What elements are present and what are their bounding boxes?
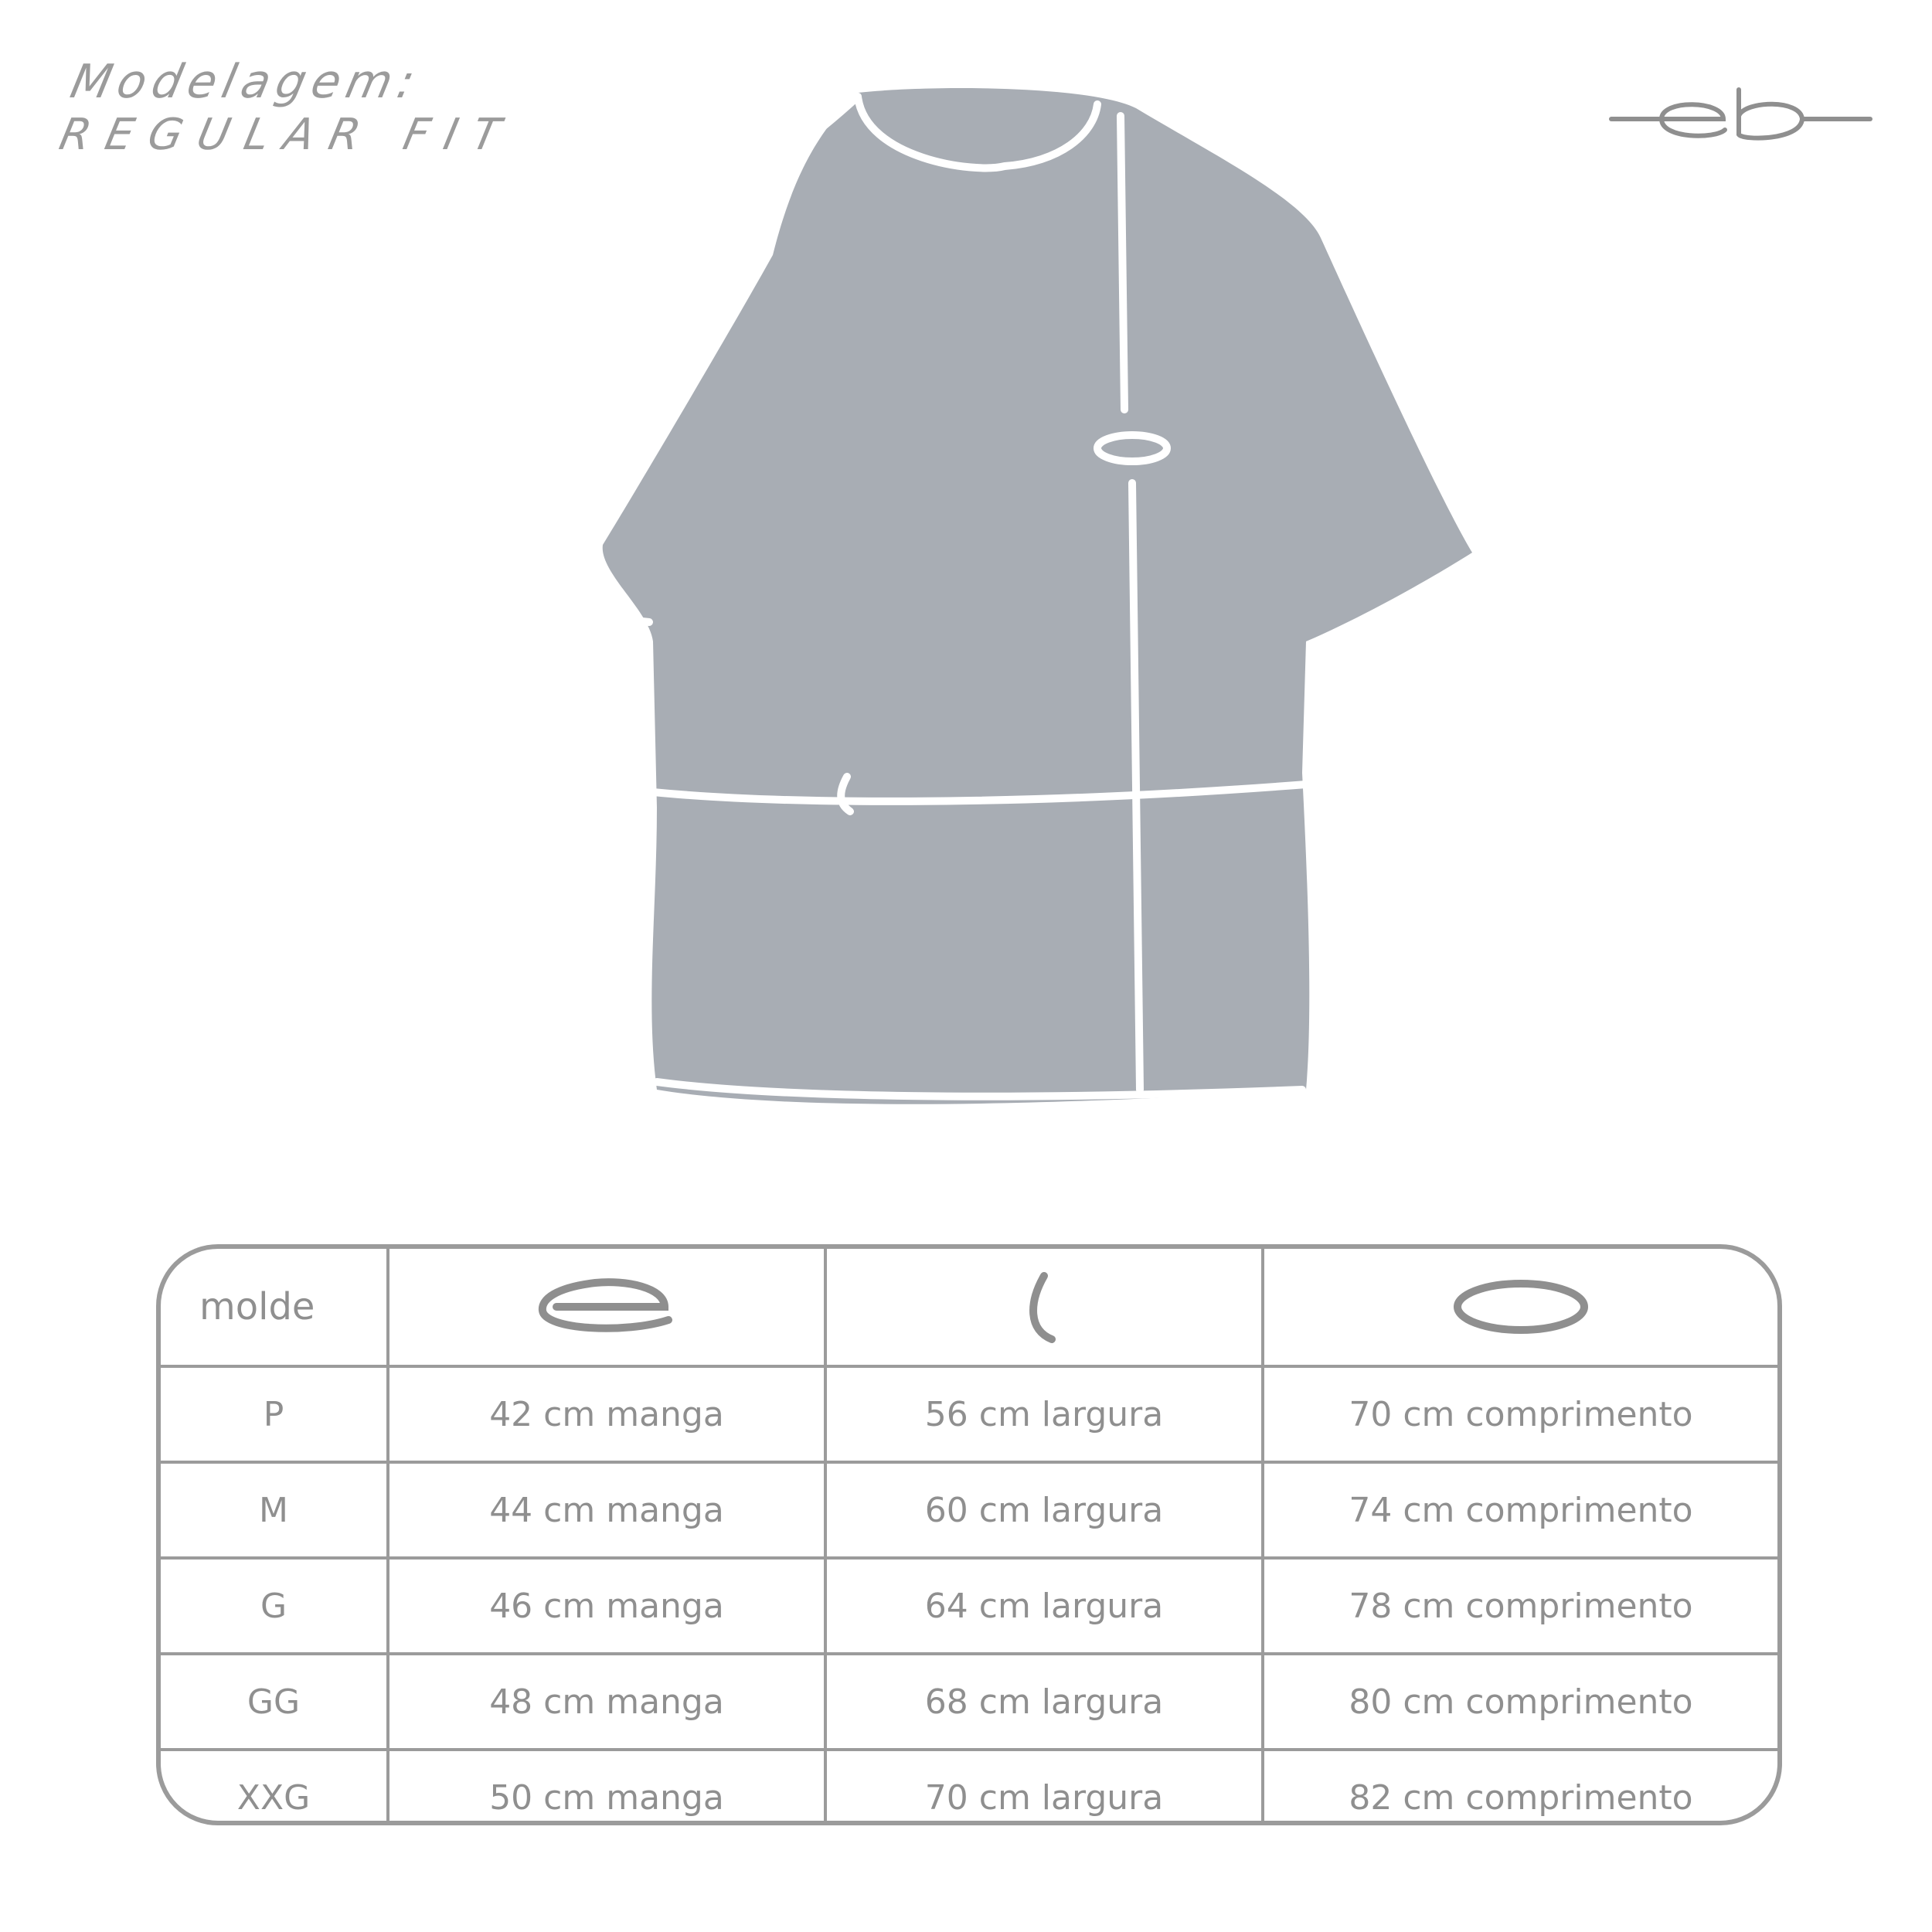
width-measure: 64 cm largura	[825, 1558, 1263, 1654]
length-measure: 78 cm comprimento	[1263, 1558, 1777, 1654]
raglan-right-seam	[1121, 116, 1124, 410]
sleeve-measure: 50 cm manga	[388, 1750, 825, 1825]
sleeve-measure: 46 cm manga	[388, 1558, 825, 1654]
size-table	[161, 1249, 1777, 1825]
size-label: P	[161, 1366, 388, 1462]
width-measure: 68 cm largura	[825, 1654, 1263, 1750]
width-measure: 70 cm largura	[825, 1750, 1263, 1825]
table-row	[161, 1654, 1777, 1750]
o-icon	[1263, 1249, 1777, 1366]
sleeve-measure: 48 cm manga	[388, 1654, 825, 1750]
sleeve-measure: 42 cm manga	[388, 1366, 825, 1462]
heading-line-modelagem: Modelagem:	[66, 55, 426, 109]
width-measure: 60 cm largura	[825, 1462, 1263, 1558]
size-label: XXG	[161, 1750, 388, 1825]
e-icon	[388, 1249, 825, 1366]
tshirt-body	[603, 88, 1472, 1104]
table-row	[161, 1366, 1777, 1462]
length-measure: 80 cm comprimento	[1263, 1654, 1777, 1750]
tshirt-illustration	[464, 77, 1492, 1128]
sleeve-measure: 44 cm manga	[388, 1462, 825, 1558]
size-chart	[156, 1244, 1782, 1825]
size-label: GG	[161, 1654, 388, 1750]
size-label: M	[161, 1462, 388, 1558]
header-molde: molde	[161, 1249, 388, 1366]
brand-logo	[1607, 85, 1874, 147]
sleeve-left-edge	[545, 483, 595, 591]
brand-logo-text: eb	[1607, 85, 1609, 86]
length-measure: 82 cm comprimento	[1263, 1750, 1777, 1825]
heading-line-fit: REGULAR FIT	[55, 110, 520, 160]
table-header-row	[161, 1249, 1777, 1366]
table-row	[161, 1750, 1777, 1825]
length-measure: 74 cm comprimento	[1263, 1462, 1777, 1558]
fit-heading	[55, 56, 532, 162]
l-icon	[825, 1249, 1263, 1366]
length-measure: 70 cm comprimento	[1263, 1366, 1777, 1462]
size-label: G	[161, 1558, 388, 1654]
table-row	[161, 1558, 1777, 1654]
table-row	[161, 1462, 1777, 1558]
width-measure: 56 cm largura	[825, 1366, 1263, 1462]
